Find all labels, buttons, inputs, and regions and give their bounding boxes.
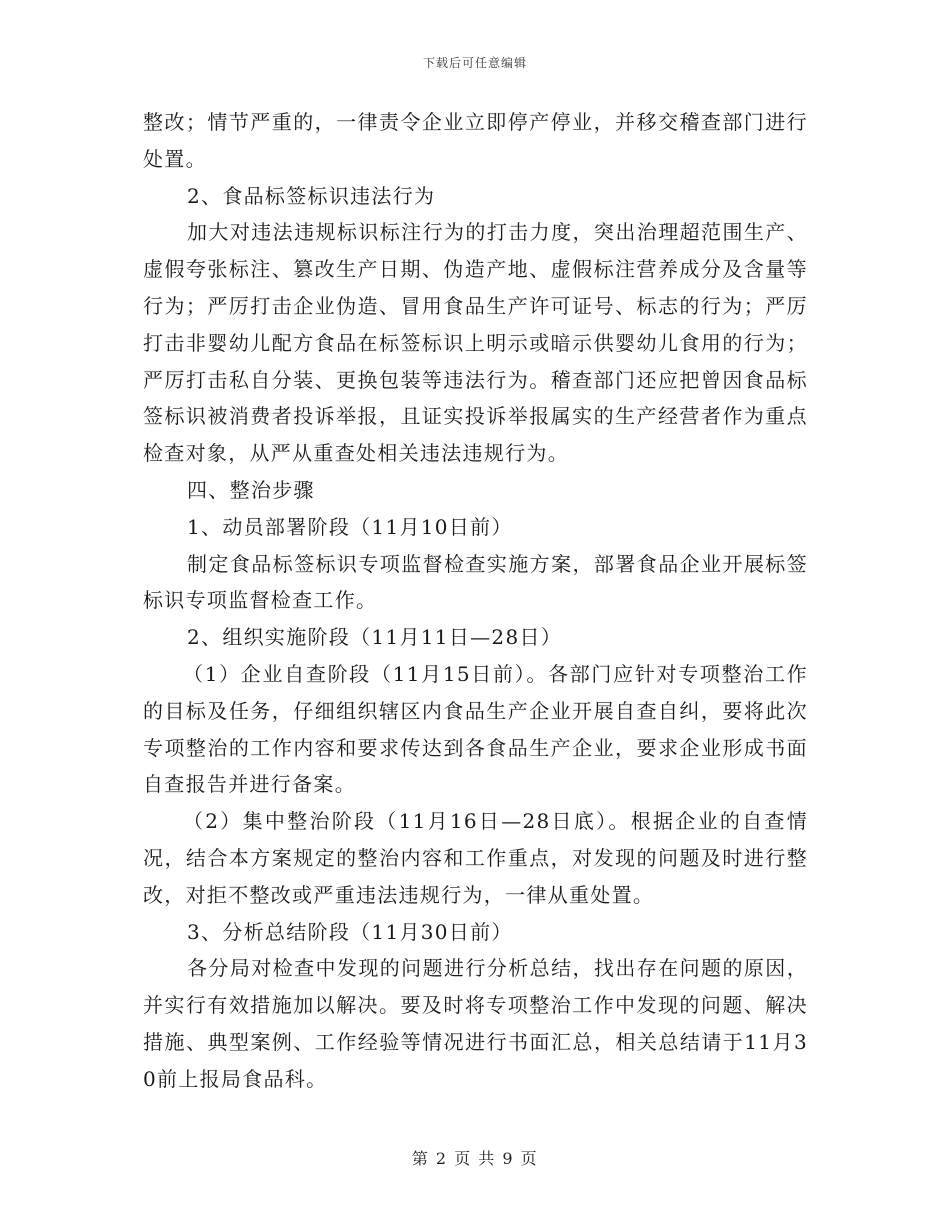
step-heading-implement: 2、组织实施阶段（11月11日—28日） <box>187 625 563 650</box>
paragraph-mobilize: 制定食品标签标识专项监督检查实施方案，部署食品企业开展标签标识专项监督检查工作。 <box>143 551 808 613</box>
header-note: 下载后可任意编辑 <box>422 56 527 70</box>
page-number: 第 2 页 共 9 页 <box>411 1149 539 1168</box>
section-heading-steps: 四、整治步骤 <box>187 477 315 502</box>
section-heading-label-violations: 2、食品标签标识违法行为 <box>187 183 436 208</box>
step-heading-summary: 3、分析总结阶段（11月30日前） <box>187 919 513 944</box>
paragraph-summary: 各分局对检查中发现的问题进行分析总结，找出存在问题的原因，并实行有效措施加以解决。要及时将专项整治工作中发现的问题、解决措施、典型案例、工作经验等情况进行书面汇总，相关总结请于11月30前上报局食品科。 <box>143 956 808 1091</box>
step-heading-mobilize: 1、动员部署阶段（11月10日前） <box>187 514 513 539</box>
paragraph-continuation: 整改；情节严重的，一律责令企业立即停产停业，并移交稽查部门进行处置。 <box>143 110 808 171</box>
document-body <box>143 104 808 1098</box>
paragraph-self-inspection: （1）企业自查阶段（11月15日前）。各部门应针对专项整治工作的目标及任务，仔细组织辖区内食品生产企业开展自查自纠，要将此次专项整治的工作内容和要求传达到各食品生产企业，要求企业形成书面自查报告并进行备案。 <box>143 661 808 797</box>
paragraph-centralized-rectification: （2）集中整治阶段（11月16日—28日底）。根据企业的自查情况，结合本方案规定的整治内容和工作重点，对发现的问题及时进行整改，对拒不整改或严重违法违规行为，一律从重处置。 <box>143 809 808 907</box>
paragraph-label-violations: 加大对违法违规标识标注行为的打击力度，突出治理超范围生产、虚假夸张标注、篡改生产日期、伪造产地、虚假标注营养成分及含量等行为；严厉打击企业伪造、冒用食品生产许可证号、标志的行为；严厉打击非婴幼儿配方食品在标签标识上明示或暗示供婴幼儿食用的行为；严厉打击私自分装、更换包装等违法行为。稽查部门还应把曾因食品标签标识被消费者投诉举报，且证实投诉举报属实的生产经营者作为重点检查对象，从严从重查处相关违法违规行为。 <box>143 220 808 466</box>
